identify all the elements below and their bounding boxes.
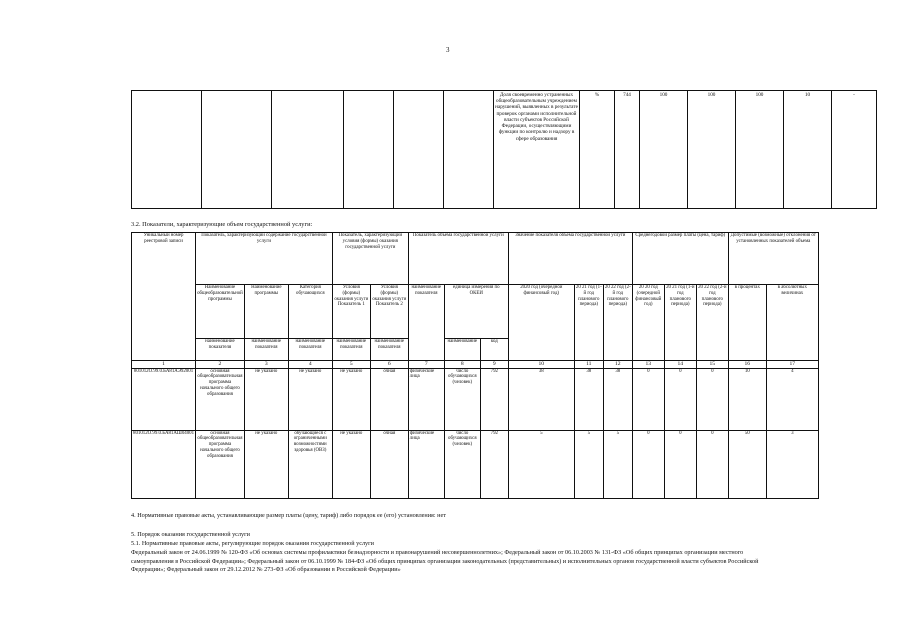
header-2022: 20 22 год (2-й год планового периода): [603, 285, 632, 361]
col-num: 11: [574, 361, 603, 369]
table-row: [132, 368, 819, 430]
header-fee: Среднегодовой размер платы (цена, тариф): [632, 233, 728, 285]
col-num: 15: [696, 361, 728, 369]
col-num: 14: [664, 361, 696, 369]
header-ind-name-1: наименование показателя: [196, 339, 245, 361]
header-pct: в процентах: [728, 285, 766, 361]
header-f2020: 20 20 год (очередной финансовый год): [632, 285, 664, 361]
registry-number: 801012О.99.0.БА81АЭ92001: [132, 368, 196, 430]
header-registry: Уникальный номер реестровой записи: [132, 233, 196, 361]
header-f2022: 20 22 год (2-й год планового периода): [696, 285, 728, 361]
col-num: 6: [370, 361, 408, 369]
header-ind-name-2: наименование показателя: [244, 339, 288, 361]
deviation-percent: 50: [728, 430, 766, 498]
condition-2: очная: [370, 430, 408, 498]
fee-2020: 0: [632, 430, 664, 498]
program: не указано: [244, 430, 288, 498]
col-num: 16: [728, 361, 766, 369]
col-num: 13: [632, 361, 664, 369]
value-2021: 100: [688, 91, 736, 209]
deviation-absolute: 3: [766, 430, 818, 498]
col-num: 17: [766, 361, 818, 369]
value-2020: 38: [508, 368, 574, 430]
unit-name: число обучающихся (человек): [444, 368, 480, 430]
empty-cell: [202, 91, 272, 209]
deviation-absolute: 4: [766, 368, 818, 430]
page-number: 3: [446, 46, 450, 54]
header-ind-name-5: наименование показателя: [370, 339, 408, 361]
column-numbers-row: [132, 361, 819, 369]
header-abs: в абсолютных величинах: [766, 285, 818, 361]
program: не указано: [244, 368, 288, 430]
col-num: 5: [332, 361, 370, 369]
value-2021: 5: [574, 430, 603, 498]
condition-2: очная: [370, 368, 408, 430]
deviation-absolute: -: [832, 91, 877, 209]
okei-code: 744: [615, 91, 640, 209]
deviation-percent: 10: [728, 368, 766, 430]
laws-text: Федеральный закон от 24.06.1999 № 120-ФЗ «Об основах системы профилактики безнадзорности и правонарушений несовершеннолетних»; Федеральный закон от 06.10.2003 № 131-ФЗ «Об общих принципах организации местного самоуправления в Российской Федерации»; Федеральный закон от 06.10.1999 № 184-ФЗ «Об общих принципах организации законодательных (представительных) и исполнительных органов государственной власти субъектов Российской Федерации»; Федеральный закон от 29.12.2012 № 273-ФЗ «Об образовании в Российской Федерации»: [131, 549, 759, 574]
col-num: 4: [288, 361, 332, 369]
unit-code: 792: [480, 368, 508, 430]
table-row: [132, 430, 819, 498]
value-2022: 5: [603, 430, 632, 498]
registry-number: 801012О.99.0.БА81АШ04001: [132, 430, 196, 498]
col-num: 1: [132, 361, 196, 369]
value-2022: 38: [603, 368, 632, 430]
fee-2021: 0: [664, 430, 696, 498]
value-2020: 100: [640, 91, 688, 209]
header-unit-name: наименование: [444, 339, 480, 361]
header-c2: Наименование программы: [244, 285, 288, 339]
header-unit-code: код: [480, 339, 508, 361]
indicator-name: Доля своевременно устраненных общеобразовательным учреждением нарушений, выявленных в результате проверок органами исполнительной власти субъектов Российской Федерации, осуществляющими функции по контролю и надзору в сфере образования: [494, 91, 580, 209]
fee-2022: 0: [696, 430, 728, 498]
unit-code: 792: [480, 430, 508, 498]
section-5-title: 5. Порядок оказания государственной услуги: [131, 531, 250, 538]
empty-cell: [344, 91, 394, 209]
empty-cell: [132, 91, 202, 209]
program-name: основная общеобразовательная программа начального общего образования: [196, 368, 245, 430]
col-num: 12: [603, 361, 632, 369]
section-4-text: 4. Нормативные правовые акты, устанавливающие размер платы (цену, тариф) либо порядок ее (его) установления: нет: [131, 512, 446, 519]
empty-cell: [272, 91, 344, 209]
volume-indicator-name: физические лица: [408, 368, 444, 430]
col-num: 8: [444, 361, 480, 369]
volume-indicator-name: физические лица: [408, 430, 444, 498]
header-vol-name: наименование показателя: [408, 285, 444, 361]
header-2021: 20 21 год (1-й год планового периода): [574, 285, 603, 361]
section-5-1-title: 5.1. Нормативные правовые акты, регулирующие порядок оказания государственной услуги: [131, 540, 374, 547]
col-num: 7: [408, 361, 444, 369]
quality-indicators-table-fragment: [131, 90, 877, 209]
header-f2021: 20 21 год (1-й год планового периода): [664, 285, 696, 361]
header-value: Значение показателя объема государственной услуги: [508, 233, 632, 285]
value-2020: 5: [508, 430, 574, 498]
student-category: обучающиеся с ограниченными возможностями здоровья (ОВЗ): [288, 430, 332, 498]
fee-2021: 0: [664, 368, 696, 430]
fee-2022: 0: [696, 368, 728, 430]
col-num: 3: [244, 361, 288, 369]
empty-cell: [394, 91, 444, 209]
header-c1: Наименование общеобразовательной программы: [196, 285, 245, 339]
col-num: 2: [196, 361, 245, 369]
header-u1: Условия (формы) оказания услуги Показатель 1: [332, 285, 370, 339]
header-content: Показатель, характеризующий содержание государственной услуги: [196, 233, 333, 285]
empty-cell: [444, 91, 494, 209]
header-ind-name-3: наименование показателя: [288, 339, 332, 361]
volume-indicators-table: [131, 232, 819, 499]
unit-name: число обучающихся (человек): [444, 430, 480, 498]
program-name: основная общеобразовательная программа начального общего образования: [196, 430, 245, 498]
deviation-percent: 10: [784, 91, 832, 209]
header-unit: единица измерения по ОКЕИ: [444, 285, 508, 339]
value-2021: 38: [574, 368, 603, 430]
header-u2: Условия (формы) оказания услуги Показатель 2: [370, 285, 408, 339]
unit-cell: %: [580, 91, 615, 209]
value-2022: 100: [736, 91, 784, 209]
col-num: 10: [508, 361, 574, 369]
header-deviation: Допустимые (возможные) отклонения от установленных показателей объема: [728, 233, 818, 285]
header-2020: 2020 год (очередной финансовый год): [508, 285, 574, 361]
student-category: не указано: [288, 368, 332, 430]
header-conditions: Показатель, характеризующий условия (формы) оказания государственной услуги: [332, 233, 408, 285]
condition-1: не указано: [332, 430, 370, 498]
fee-2020: 0: [632, 368, 664, 430]
header-c3: Категория обучающихся: [288, 285, 332, 339]
condition-1: не указано: [332, 368, 370, 430]
section-3-2-title: 3.2. Показатели, характеризующие объем государственной услуги:: [131, 221, 313, 228]
col-num: 9: [480, 361, 508, 369]
header-ind-name-4: наименование показателя: [332, 339, 370, 361]
header-volume: Показатель объема государственной услуги: [408, 233, 508, 285]
